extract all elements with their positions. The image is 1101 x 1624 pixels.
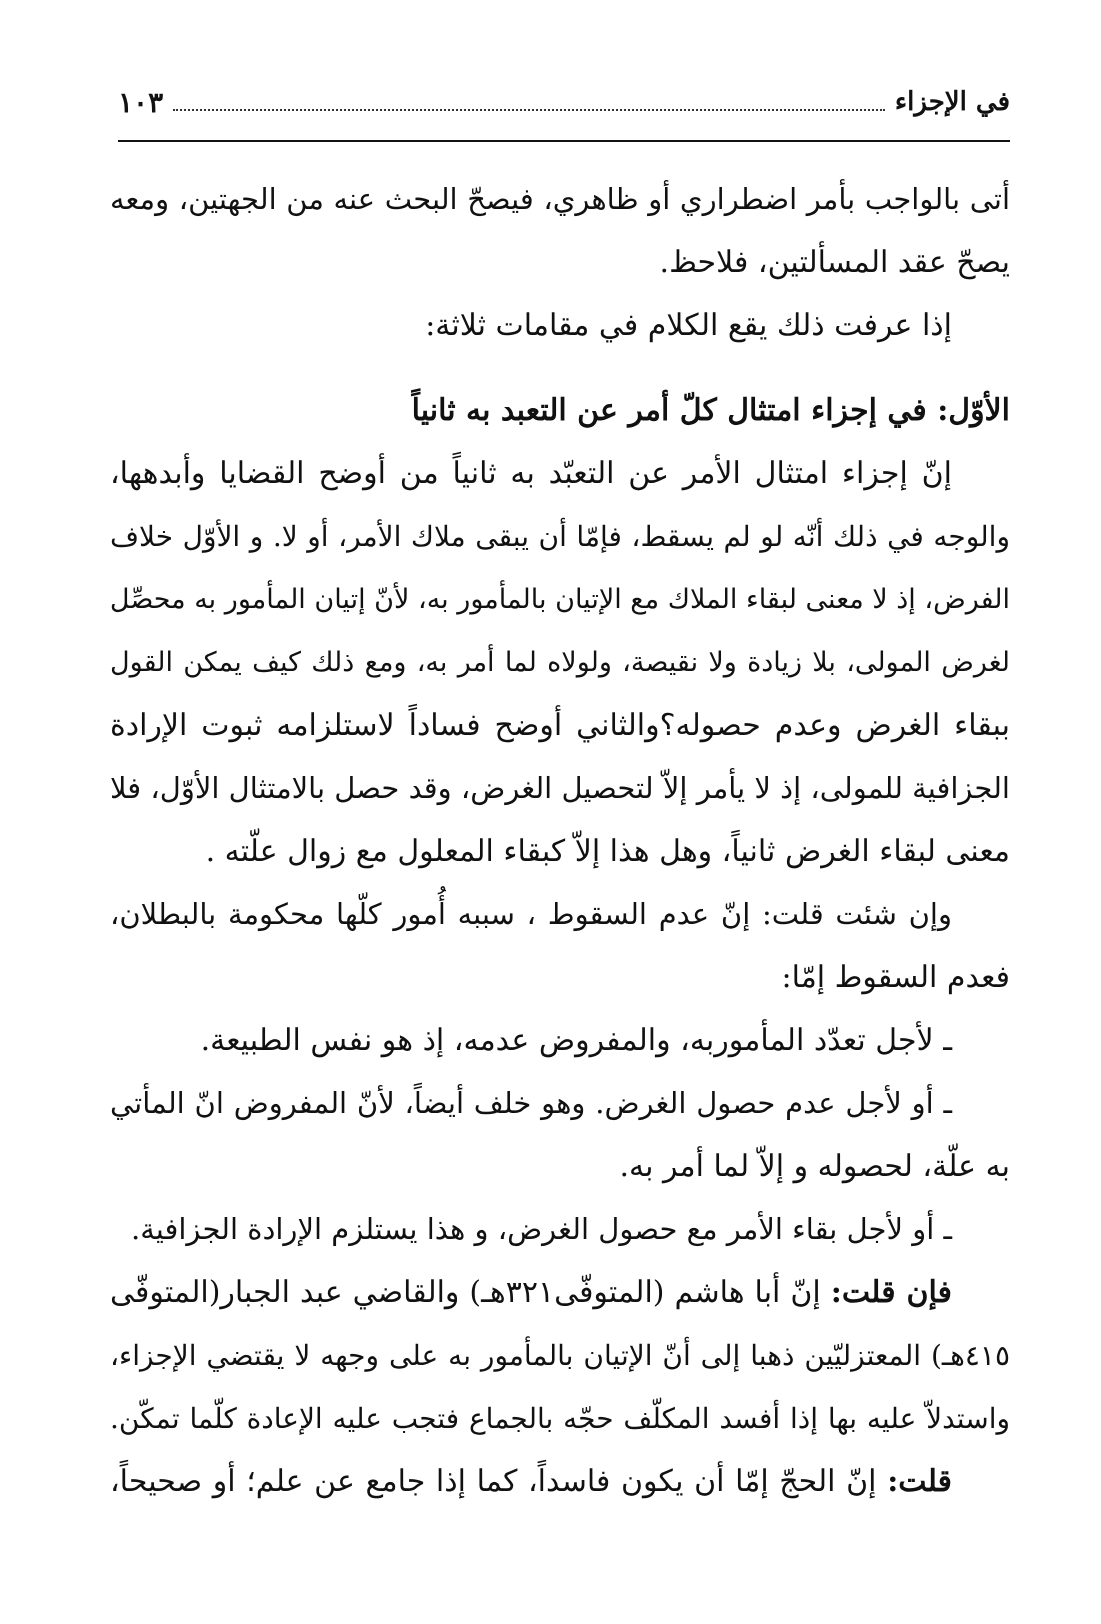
reply-label: قلت: xyxy=(887,1464,952,1499)
text-line: معنى لبقاء الغرض ثانياً، وهل هذا إلاّ كبقاء المعلول مع زوال علّته . xyxy=(205,834,1010,869)
text-line: وإن شئت قلت: إنّ عدم السقوط ، سببه أُمور كلّها محكومة بالبطلان، xyxy=(110,897,952,931)
text-line: الجزافية للمولى، إذ لا يأمر إلاّ لتحصيل الغرض، وقد حصل بالامتثال الأوّل، فلا xyxy=(110,771,1010,805)
text-line: فعدم السقوط إمّا: xyxy=(781,960,1010,995)
dotted-leader xyxy=(173,109,885,111)
text-line: يصحّ عقد المسألتين، فلاحظ. xyxy=(659,245,1010,280)
page-number: ١٠٣ xyxy=(118,85,164,119)
objection-line xyxy=(110,1261,1010,1324)
text-line: لغرض المولى، بلا زيادة ولا نقيصة، ولولاه لما أمر به، ومع ذلك كيف يمكن القول xyxy=(110,647,1010,678)
text-span: إنّ أبا هاشم (المتوفّى٣٢١هـ) والقاضي عبد الجبار(المتوفّى xyxy=(110,1275,821,1310)
running-title: في الإجزاء xyxy=(894,87,1010,117)
list-item: ـ أو لأجل عدم حصول الغرض. وهو خلف أيضاً، لأنّ المفروض انّ المأتي xyxy=(110,1086,952,1120)
section-heading: الأوّل: في إجزاء امتثال كلّ أمر عن التعبد به ثانياً xyxy=(411,393,1010,428)
text-line: واستدلاّ عليه بها إذا أفسد المكلّف حجّه بالجماع فتجب عليه الإعادة كلّما تمكّن. xyxy=(110,1402,1010,1435)
page-header xyxy=(118,82,1010,122)
header-rule xyxy=(118,140,1010,142)
objection-label: فإن قلت: xyxy=(830,1275,952,1310)
text-line: ببقاء الغرض وعدم حصوله؟والثاني أوضح فساداً لاستلزامه ثبوت الإرادة xyxy=(110,708,1010,743)
text-span: إنّ الحجّ إمّا أن يكون فاسداً، كما إذا جامع عن علم؛ أو صحيحاً، xyxy=(110,1464,877,1499)
text-line: ٤١٥هـ) المعتزليّين ذهبا إلى أنّ الإتيان بالمأمور به على وجهه لا يقتضي الإجزاء، xyxy=(110,1339,1010,1372)
list-item: ـ أو لأجل بقاء الأمر مع حصول الغرض، و هذا يستلزم الإرادة الجزافية. xyxy=(131,1212,952,1246)
reply-line xyxy=(110,1450,1010,1513)
text-line: إنّ إجزاء امتثال الأمر عن التعبّد به ثانياً من أوضح القضايا وأبدهها، xyxy=(110,456,952,491)
text-line: به علّة، لحصوله و إلاّ لما أمر به. xyxy=(619,1149,1010,1184)
text-line: إذا عرفت ذلك يقع الكلام في مقامات ثلاثة: xyxy=(425,308,952,343)
text-line: أتى بالواجب بأمر اضطراري أو ظاهري، فيصحّ البحث عنه من الجهتين، ومعه xyxy=(110,182,1010,216)
text-line: والوجه في ذلك أنّه لو لم يسقط، فإمّا أن يبقى ملاك الأمر، أو لا. و الأوّل خلاف xyxy=(110,520,1010,553)
page-body xyxy=(110,168,1010,1513)
list-item: ـ لأجل تعدّد المأموربه، والمفروض عدمه، إذ هو نفس الطبيعة. xyxy=(200,1023,952,1058)
text-line: الفرض، إذ لا معنى لبقاء الملاك مع الإتيان بالمأمور به، لأنّ إتيان المأمور به محصِّل xyxy=(110,584,1010,615)
section-gap xyxy=(110,357,1010,379)
